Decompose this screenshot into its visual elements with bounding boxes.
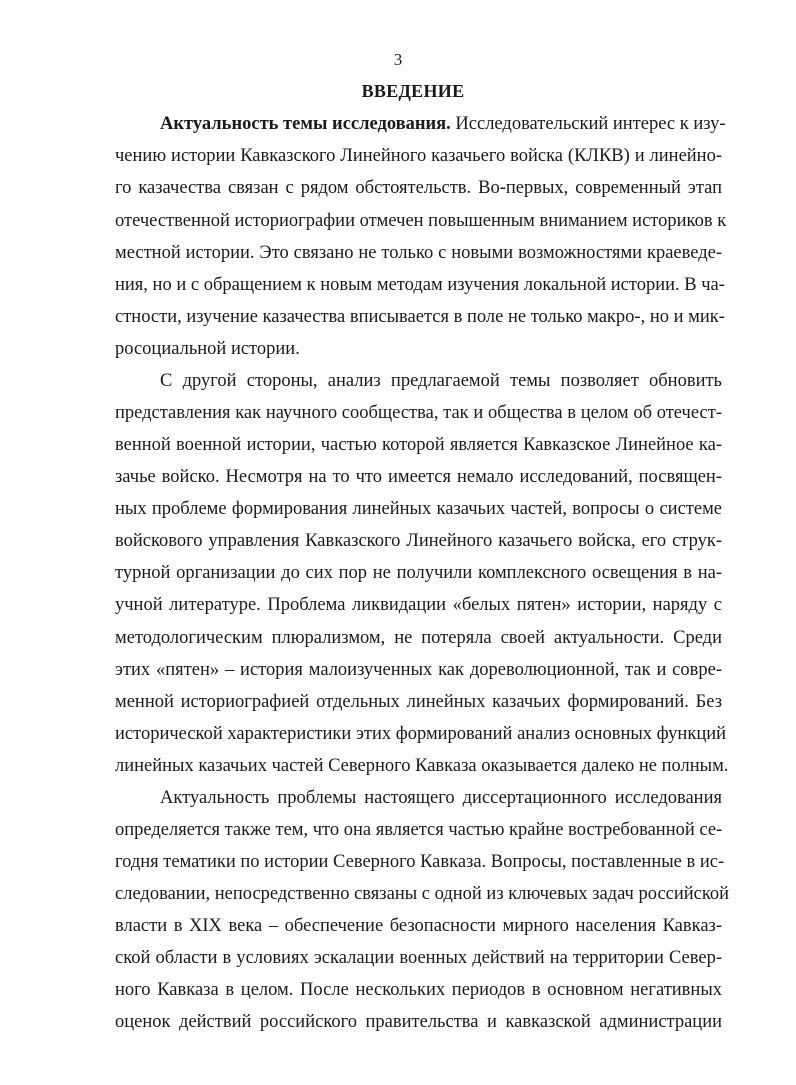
paragraph-2-line-2: представления как научного сообщества, так и общества в целом об отечест- xyxy=(115,403,722,423)
paragraph-1-line-2: чению истории Кавказского Линейного казачьего войска (КЛКВ) и линейно- xyxy=(115,146,722,166)
paragraph-2-line-12: исторической характеристики этих формирований анализ основных функций xyxy=(115,724,727,744)
paragraph-2-line-3: венной военной истории, частью которой является Кавказское Линейное ка- xyxy=(115,435,722,455)
paragraph-1-line-8: росоциальной истории. xyxy=(115,339,300,359)
paragraph-3-line-5: власти в XIX века – обеспечение безопасности мирного населения Кавказ- xyxy=(115,916,722,936)
paragraph-2-line-7: турной организации до сих пор не получили комплексного освещения в на- xyxy=(115,563,722,583)
paragraph-1-line-5: местной истории. Это связано не только с новыми возможностями краеведе- xyxy=(115,243,722,263)
paragraph-1-line-1 xyxy=(160,112,726,136)
paragraph-2-line-10: этих «пятен» – история малоизученных как дореволюционной, так и совре- xyxy=(115,660,722,680)
paragraph-2-line-8: учной литературе. Проблема ликвидации «белых пятен» истории, наряду с xyxy=(115,595,722,615)
paragraph-2-line-1: С другой стороны, анализ предлагаемой темы позволяет обновить xyxy=(160,371,722,391)
paragraph-2-line-6: войскового управления Кавказского Линейного казачьего войска, его струк- xyxy=(115,531,722,551)
paragraph-2-line-11: менной историографией отдельных линейных казачьих формирований. Без xyxy=(115,692,722,712)
paragraph-2-line-5: ных проблеме формирования линейных казачьих частей, вопросы о системе xyxy=(115,499,722,519)
page-number: 3 xyxy=(393,50,403,69)
paragraph-1-line-6: ния, но и с обращением к новым методам изучения локальной истории. В ча- xyxy=(115,275,725,295)
paragraph-3-line-7: ного Кавказа в целом. После нескольких периодов в основном негативных xyxy=(115,980,722,1000)
paragraph-2-line-4: зачье войско. Несмотря на то что имеется немало исследований, посвящен- xyxy=(115,467,722,487)
paragraph-3-line-1: Актуальность проблемы настоящего диссертационного исследования xyxy=(160,788,722,808)
paragraph-1-line-4: отечественной историографии отмечен повышенным вниманием историков к xyxy=(115,211,727,231)
paragraph-3-line-8: оценок действий российского правительства и кавказской администрации xyxy=(115,1012,722,1032)
section-heading: ВВЕДЕНИЕ xyxy=(361,81,465,101)
paragraph-3-line-4: следовании, непосредственно связаны с одной из ключевых задач российской xyxy=(115,884,730,904)
paragraph-1-line-3: го казачества связан с рядом обстоятельств. Во-первых, современный этап xyxy=(115,178,722,198)
topic-relevance-lead: Актуальность темы исследования. xyxy=(160,114,451,134)
paragraph-2-line-13: линейных казачьих частей Северного Кавказа оказывается далеко не полным. xyxy=(115,756,729,776)
paragraph-3-line-3: годня тематики по истории Северного Кавказа. Вопросы, поставленные в ис- xyxy=(115,852,725,872)
paragraph-2-line-9: методологическим плюрализмом, не потеряла своей актуальности. Среди xyxy=(115,628,722,648)
paragraph-1-line-7: стности, изучение казачества вписывается в поле не только макро-, но и мик- xyxy=(115,307,725,327)
paragraph-3-line-6: ской области в условиях эскалации военных действий на территории Север- xyxy=(115,948,722,968)
paragraph-1-line-1-text: Исследовательский интерес к изу- xyxy=(450,114,726,134)
paragraph-3-line-2: определяется также тем, что она является частью крайне востребованной се- xyxy=(115,820,723,840)
